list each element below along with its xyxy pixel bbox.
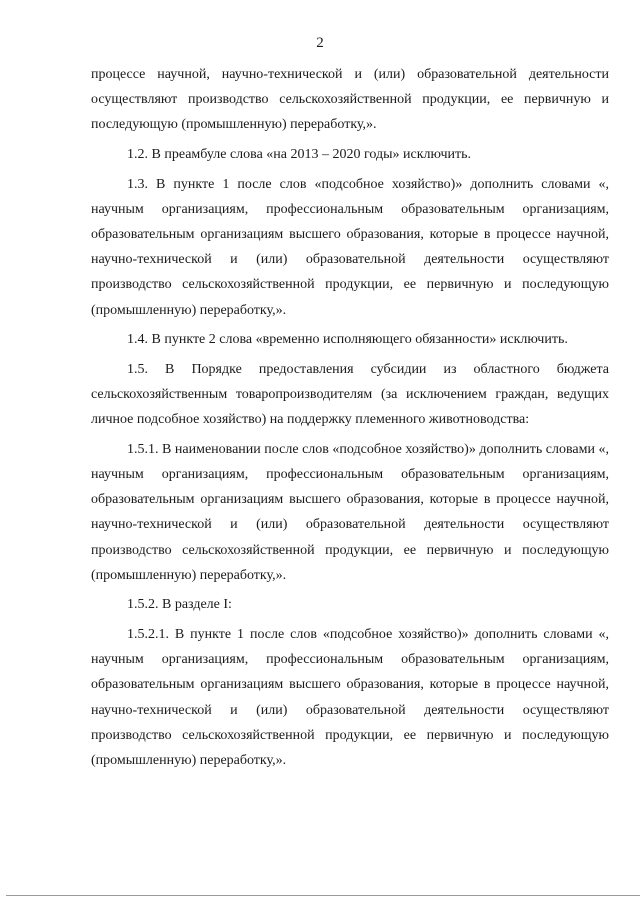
paragraph-continuation: процессе научной, научно-технической и (или) образовательной деятельности осуществляют производство сельскохозяйственной продукции, ее первичную и последующую (промышленную) переработку,». (91, 67, 609, 133)
paragraph-1-5-2-1: 1.5.2.1. В пункте 1 после слов «подсобное хозяйство)» дополнить словами «, научным организациям, профессиональным образовательным организациям, образовательным организациям высшего образования, которые в процессе научной, научно-технической и (или) образовательной деятельности осуществляют производство сельскохозяйственной продукции, ее первичную и последующую (промышленную) переработку,». (91, 627, 609, 769)
paragraph-1-5: 1.5. В Порядке предоставления субсидии из областного бюджета сельскохозяйственным товаропроизводителям (за исключением граждан, ведущих личное подсобное хозяйство) на поддержку племенного животноводства: (91, 361, 609, 428)
paragraph-1-2: 1.2. В преамбуле слова «на 2013 – 2020 годы» исключить. (127, 147, 471, 162)
paragraph-1-4: 1.4. В пункте 2 слова «временно исполняющего обязанности» исключить. (127, 332, 568, 348)
paragraph-1-3: 1.3. В пункте 1 после слов «подсобное хозяйство)» дополнить словами «, научным организациям, профессиональным образовательным организациям, образовательным организациям высшего образования, которые в процессе научной, научно-технической и (или) образовательной деятельности осуществляют производство сельскохозяйственной продукции, ее первичную и последующую (промышленную) переработку,». (91, 176, 609, 318)
paragraph-1-5-2: 1.5.2. В разделе I: (127, 597, 232, 613)
page-number: 2 (316, 35, 324, 51)
paragraph-1-5-1: 1.5.1. В наименовании после слов «подсобное хозяйство)» дополнить словами «, научным организациям, профессиональным образовательным организациям, образовательным организациям высшего образования, которые в процессе научной, научно-технической и (или) образовательной деятельности осуществляют производство сельскохозяйственной продукции, ее первичную и последующую (промышленную) переработку,». (91, 441, 609, 583)
document-body (91, 62, 609, 778)
bottom-rule (6, 895, 640, 896)
